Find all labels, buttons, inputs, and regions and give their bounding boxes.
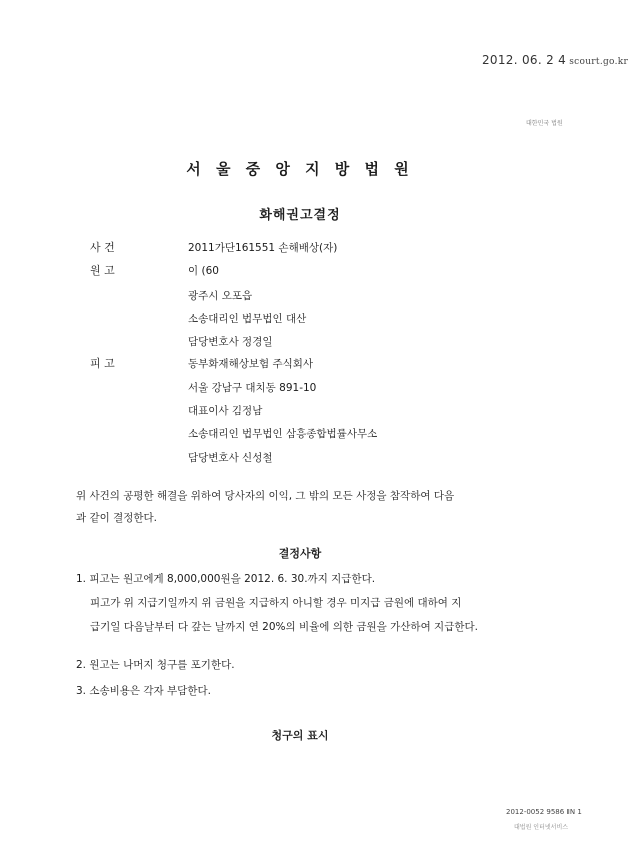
- stamp-caption: 대한민국 법원: [526, 120, 563, 127]
- stamp-site: scourt.go.kr: [569, 57, 628, 67]
- decision-item-1-line: 급기일 다음날부터 다 갚는 날까지 연 20%의 비율에 의한 금원을 가산하여 지급한다.: [90, 621, 478, 633]
- decision-item-1: 1. 피고는 원고에게 8,000,000원을 2012. 6. 30.까지 지급한다.: [76, 573, 376, 585]
- footer-caption: 대법원 인터넷서비스: [514, 824, 569, 831]
- footer-code: 2012-0052 9586 ⅡN 1: [506, 808, 582, 816]
- defendant-address: 서울 강남구 대치동 891-10: [188, 382, 317, 394]
- decision-item-2: 2. 원고는 나머지 청구를 포기한다.: [76, 659, 235, 671]
- intro-line: 과 같이 결정한다.: [76, 512, 158, 524]
- defendant-ceo: 대표이사 김정남: [188, 405, 263, 417]
- plaintiff-name: 이 (60: [188, 265, 219, 277]
- case-number: 2011가단161551 손해배상(자): [188, 242, 338, 254]
- defendant-attorney: 담당변호사 신성철: [188, 452, 273, 464]
- plaintiff-counsel: 소송대리인 법무법인 대산: [188, 313, 307, 325]
- plaintiff-address: 광주시 오포읍: [188, 290, 253, 302]
- decision-item-1-line: 피고가 위 지급기일까지 위 금원을 지급하지 아니할 경우 미지급 금원에 대하여 지: [90, 597, 462, 609]
- defendant-name: 동부화재해상보험 주식회사: [188, 358, 314, 370]
- stamp-date: 2012. 06. 2 4: [482, 53, 567, 67]
- defendant-label: 피 고: [90, 357, 115, 370]
- case-label: 사 건: [90, 241, 115, 254]
- decision-item-3: 3. 소송비용은 각자 부담한다.: [76, 685, 211, 697]
- plaintiff-attorney: 담당변호사 정경일: [188, 336, 273, 348]
- court-name: 서 울 중 앙 지 방 법 원: [186, 160, 414, 178]
- defendant-counsel: 소송대리인 법무법인 삼흥종합법률사무소: [188, 428, 378, 440]
- intro-paragraph: [76, 485, 546, 529]
- decision-heading: 결정사항: [278, 547, 322, 560]
- intro-line: 위 사건의 공평한 해결을 위하여 당사자의 이익, 그 밖의 모든 사정을 참작하여 다음: [76, 490, 455, 502]
- claim-heading: 청구의 표시: [271, 729, 329, 742]
- receipt-stamp: [482, 53, 628, 67]
- plaintiff-label: 원 고: [90, 264, 115, 277]
- document-title: 화해권고결정: [259, 208, 341, 223]
